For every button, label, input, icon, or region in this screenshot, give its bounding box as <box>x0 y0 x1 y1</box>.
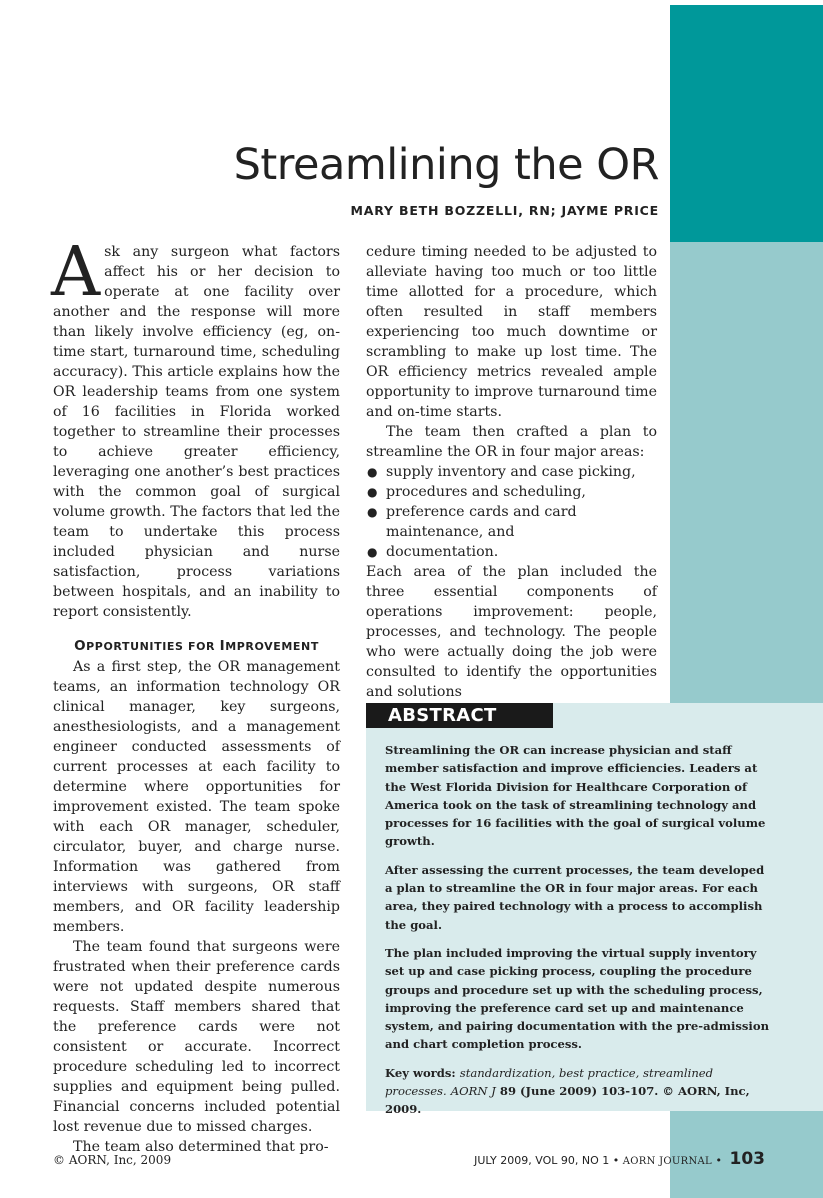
section-heading-opportunities: OPPORTUNITIES FOR IMPROVEMENT <box>74 638 319 654</box>
body-paragraph: Each area of the plan included the three essential components of operations improvement: people, processes, and technology. The people who were actually doing the job were consulted to identify the opportunities and solutions <box>366 564 657 700</box>
accent-bar-top <box>670 5 823 242</box>
body-paragraph: As a first step, the OR management teams, an information technology OR clinical manager, key surgeons, anesthesiologists, and a management engineer conducted assessments of current processes at each facility to determine where opportunities for improvement existed. The team spoke with each OR manager, scheduler, circulator, buyer, and charge nurse. Information was gathered from interviews with surgeons, OR staff members, and OR facility leadership members. <box>53 659 340 935</box>
text-column-left <box>51 233 340 1157</box>
text-column-right <box>366 242 657 702</box>
abstract-body <box>385 741 770 1129</box>
body-paragraph: cedure timing needed to be adjusted to alleviate having too much or too little time allotted for a procedure, which often resulted in staff members experiencing too much downtime or scrambling to make up lost time. The OR efficiency metrics revealed ample opportunity to improve turnaround time and on-time starts. <box>366 244 657 420</box>
abstract-paragraph: After assessing the current processes, the team developed a plan to streamline the OR in four major areas. For each area, they paired technology with a process to accomplish the goal. <box>385 862 765 932</box>
abstract-paragraph: The plan included improving the virtual supply inventory set up and case picking process, coupling the procedure groups and procedure set up with the scheduling process, improving the preference card set up and maintenance system, and pairing documentation with the pre-admission and chart completion process. <box>385 945 769 1052</box>
issue-info: JULY 2009, VOL 90, NO 1 <box>474 1154 610 1167</box>
article-authors: MARY BETH BOZZELLI, RN; JAYME PRICE <box>350 203 659 218</box>
list-item: ● procedures and scheduling, <box>366 482 657 502</box>
journal-name: AORN JOURNAL <box>622 1156 712 1167</box>
intro-paragraph <box>51 233 340 622</box>
list-item: ● documentation. <box>366 542 657 562</box>
running-footer: JULY 2009, VOL 90, NO 1 • AORN JOURNAL • 103 <box>474 1149 765 1169</box>
copyright-notice: © AORN, Inc, 2009 <box>53 1153 172 1167</box>
body-paragraph: The team found that surgeons were frustrated when their preference cards were not updated despite numerous requests. Staff members shared that the preference cards were not consistent or accurate. Incorrect procedure scheduling led to incorrect supplies and equipment being pulled. Financial concerns included potential lost revenue due to missed charges. <box>53 939 340 1135</box>
body-paragraph: The team then crafted a plan to streamline the OR in four major areas: <box>366 424 657 460</box>
abstract-heading: ABSTRACT <box>366 703 553 728</box>
drop-cap: A <box>51 233 101 312</box>
list-item: ● preference cards and card maintenance, and <box>366 502 657 542</box>
article-title: Streamlining the OR <box>233 140 659 190</box>
page-number: 103 <box>729 1149 765 1169</box>
list-item: ● supply inventory and case picking, <box>366 462 657 482</box>
intro-text: sk any surgeon what factors affect his or her decision to operate at one facility over another and the response will more than likely involve efficiency (eg, on-time start, turnaround time, scheduling accuracy). This article explains how the OR leadership teams from one system of 16 facilities in Florida worked together to streamline their processes to achieve greater efficiency, leveraging one another’s best practices with the common goal of surgical volume growth. The factors that led the team to undertake this process included physician and nurse satisfaction, process variations between hospitals, and an inability to report consistently. <box>53 244 340 620</box>
key-words: Key words: standardization, best practice, streamlined processes. AORN J 89 (June 2009) 103-107. © AORN, Inc, 2009. <box>385 1065 750 1117</box>
body-paragraph: The team also determined that pro- <box>73 1139 329 1155</box>
areas-list <box>366 462 657 562</box>
abstract-paragraph: Streamlining the OR can increase physician and staff member satisfaction and improve efficiencies. Leaders at the West Florida Division for Healthcare Corporation of America took on the task of streamlining technology and processes for 16 facilities with the goal of surgical volume growth. <box>385 743 766 849</box>
